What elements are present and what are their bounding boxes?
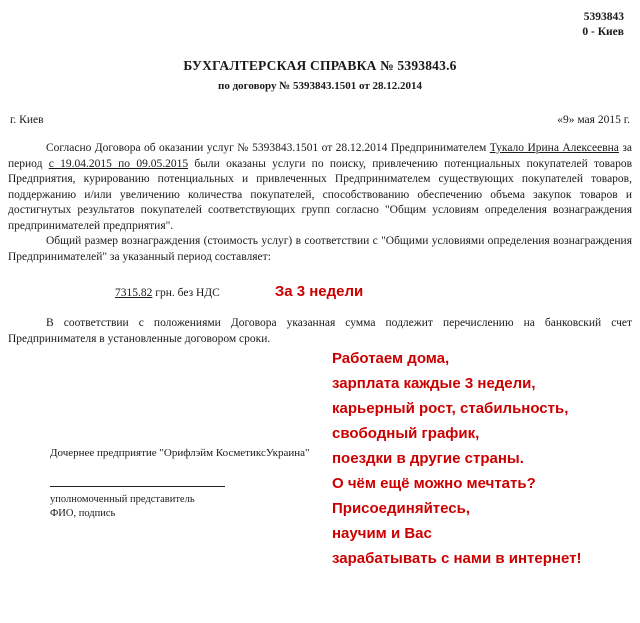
amount-currency: грн. без НДС	[152, 287, 220, 299]
doc-city-top: 0 - Киев	[582, 26, 624, 38]
signature-block	[50, 446, 315, 520]
annotation-line: О чём ещё можно мечтать?	[332, 475, 536, 492]
p1-text: были оказаны услуги по поиску, привлечению потенциальных покупателей товаров Предприятия, курированию потенциальных и привлеченных Предпринимателем существующих покупателей товаров, поддержанию и/или увеличению количества покупателей, способствованию обеспечению объема закупок товаров и достигнутых результатов покупателей соответствующих групп согласно "Общим условиям определения вознаграждения предпринимателей предприятия".	[8, 157, 632, 232]
company-name: Дочернее предприятие "Орифлэйм КосметиксУкраина"	[50, 447, 310, 459]
annotation-line: научим и Вас	[332, 525, 432, 542]
annotation-line: карьерный рост, стабильность,	[332, 400, 569, 417]
p1-period: с 19.04.2015 по 09.05.2015	[48, 157, 189, 170]
title-block	[0, 0, 640, 92]
annotation-line: Работаем дома,	[332, 350, 450, 367]
doc-corner-codes	[582, 10, 624, 40]
doc-city: г. Киев	[10, 114, 44, 126]
paragraph-payment: В соответствии с положениями Договора указанная сумма подлежит перечислению на банковский счет Предпринимателя в установленные договором сроки.	[8, 317, 632, 345]
p1-text: Согласно Договора об оказании услуг № 5393843.1501 от 28.12.2014 Предпринимателем	[46, 142, 490, 154]
p1-entrepreneur-name: Тукало Ирина Алексеевна	[489, 142, 619, 154]
signature-role: уполномоченный представитель	[50, 494, 195, 505]
p1-text: за период	[8, 142, 632, 170]
amount-value: 7315.82	[115, 287, 153, 299]
red-advert-annotation	[332, 346, 636, 571]
annotation-line: поездки в другие страны.	[332, 450, 524, 467]
annotation-line: свободный график,	[332, 425, 480, 442]
city-date-row	[10, 114, 630, 126]
signature-line	[50, 486, 225, 487]
paragraph-services	[8, 141, 632, 234]
doc-title: БУХГАЛТЕРСКАЯ СПРАВКА № 5393843.6	[183, 58, 457, 73]
amount-annotation-red: За 3 недели	[274, 283, 364, 300]
paragraph-remuneration: Общий размер вознаграждения (стоимость услуг) в соответствии с "Общими условиями определения вознаграждения Предпринимателей" за указанный период составляет:	[8, 235, 632, 263]
signature-caption: ФИО, подпись	[50, 507, 116, 519]
annotation-line: Присоединяйтесь,	[332, 500, 471, 517]
amount-line	[115, 283, 632, 300]
doc-number-top: 5393843	[583, 11, 624, 23]
annotation-line: зарабатывать с нами в интернет!	[332, 550, 582, 567]
doc-date: «9» мая 2015 г.	[557, 114, 630, 126]
annotation-line: зарплата каждые 3 недели,	[332, 375, 536, 392]
doc-subtitle: по договору № 5393843.1501 от 28.12.2014	[218, 80, 422, 92]
